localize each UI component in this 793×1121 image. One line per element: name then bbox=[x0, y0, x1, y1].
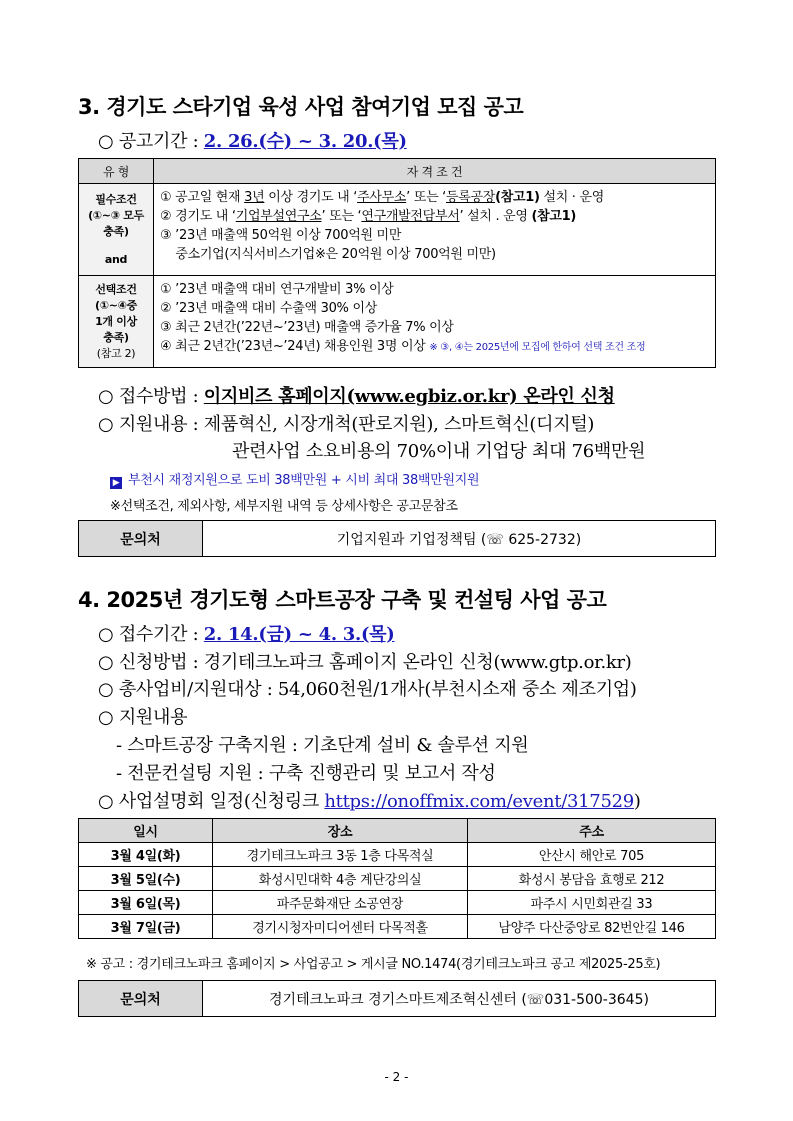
contact-value: 경기테크노파크 경기스마트제조혁신센터 (☏031-500-3645) bbox=[269, 991, 649, 1008]
section3-title: 3. 경기도 스타기업 육성 사업 참여기업 모집 공고 bbox=[78, 95, 524, 119]
required-line-3: ③ ’23년 매출액 50억원 이상 700억원 미만 bbox=[160, 228, 402, 243]
page-number: - 2 - bbox=[384, 1070, 409, 1084]
and-label: and bbox=[104, 252, 128, 266]
content-item-2: - 전문컨설팅 지원 : 구축 진행관리 및 보고서 작성 bbox=[116, 763, 496, 784]
content-item-1: - 스마트공장 구축지원 : 기초단계 설비 & 솔루션 지원 bbox=[116, 735, 529, 756]
period-label: ○ 접수기간 : bbox=[98, 624, 204, 645]
place-cell: 파주문화재단 소공연장 bbox=[213, 891, 468, 915]
section3-support bbox=[98, 410, 594, 436]
optional-type-line: (참고 2) bbox=[96, 346, 136, 360]
support-label: ○ 지원내용 : bbox=[98, 414, 204, 435]
table-row bbox=[79, 915, 716, 939]
contact-value: 기업지원과 기업정책팀 (☏ 625-2732) bbox=[336, 531, 582, 548]
header-address: 주소 bbox=[468, 819, 716, 843]
briefing-schedule-table bbox=[78, 818, 716, 939]
place-cell: 화성시민대학 4층 계단강의실 bbox=[213, 867, 468, 891]
optional-line-4: ④ 최근 2년간(’23년~’24년) 채용인원 3명 이상 ※ ③, ④는 2025년에 모집에 한하여 선택 조건 조정 bbox=[160, 339, 646, 354]
table-row bbox=[79, 891, 716, 915]
section4-period bbox=[98, 620, 394, 646]
section4-method: ○ 신청방법 : 경기테크노파크 홈페이지 온라인 신청(www.gtp.or.kr) bbox=[98, 652, 632, 673]
required-type-line: (①~③ 모두 bbox=[88, 208, 144, 222]
required-line-1: ① 공고일 현재 3년 이상 경기도 내 ‘주사무소’ 또는 ‘등록공장(참고1) 설치 · 운영 bbox=[160, 190, 604, 205]
date-cell: 3월 6일(목) bbox=[79, 891, 213, 915]
optional-line-3: ③ 최근 2년간(’22년~’23년) 매출액 증가율 7% 이상 bbox=[160, 320, 454, 335]
date-cell: 3월 5일(수) bbox=[79, 867, 213, 891]
period-value: 2. 26.(수) ~ 3. 20.(목) bbox=[203, 131, 407, 152]
required-type-line: 필수조건 bbox=[95, 192, 137, 206]
apply-value: 이지비즈 홈페이지(www.egbiz.or.kr) 온라인 신청 bbox=[203, 386, 615, 407]
required-conditions bbox=[154, 184, 716, 276]
header-type: 유 형 bbox=[79, 159, 154, 184]
support-line-1: 제품혁신, 시장개척(판로지원), 스마트혁신(디지털) bbox=[203, 414, 595, 435]
briefing-label: ○ 사업설명회 일정(신청링크 bbox=[98, 791, 325, 812]
section4-content-label: ○ 지원내용 bbox=[98, 707, 188, 728]
optional-note: ※ ③, ④는 2025년에 모집에 한하여 선택 조건 조정 bbox=[429, 342, 646, 353]
optional-line-2: ② ’23년 매출액 대비 수출액 30% 이상 bbox=[160, 301, 377, 316]
section3-contact bbox=[78, 520, 716, 557]
eligibility-table bbox=[78, 158, 716, 368]
briefing-close: ) bbox=[633, 791, 641, 812]
header-condition: 자 격 조 건 bbox=[154, 159, 716, 184]
place-cell: 경기시청자미디어센터 다목적홀 bbox=[213, 915, 468, 939]
section4-contact bbox=[78, 980, 716, 1017]
contact-label: 문의처 bbox=[79, 521, 203, 556]
header-date: 일시 bbox=[79, 819, 213, 843]
table-row bbox=[79, 843, 716, 867]
support-line-2: 관련사업 소요비용의 70%이내 기업당 최대 76백만원 bbox=[232, 441, 646, 462]
table-row bbox=[79, 867, 716, 891]
required-type-cell bbox=[79, 184, 154, 276]
section4-title: 4. 2025년 경기도형 스마트공장 구축 및 컨설팅 사업 공고 bbox=[78, 588, 607, 612]
address-cell: 파주시 시민회관길 33 bbox=[468, 891, 716, 915]
optional-type-cell bbox=[79, 276, 154, 368]
section4-briefing bbox=[98, 787, 641, 813]
optional-type-line: (①~④중 bbox=[95, 298, 137, 312]
address-cell: 안산시 해안로 705 bbox=[468, 843, 716, 867]
briefing-link[interactable]: https://onoffmix.com/event/317529 bbox=[324, 791, 634, 812]
section4-budget: ○ 총사업비/지원대상 : 54,060천원/1개사(부천시소재 중소 제조기업) bbox=[98, 679, 637, 700]
period-label: ○ 공고기간 : bbox=[98, 131, 204, 152]
optional-conditions bbox=[154, 276, 716, 368]
bucheon-note bbox=[110, 469, 479, 489]
optional-line-1: ① ’23년 매출액 대비 연구개발비 3% 이상 bbox=[160, 282, 394, 297]
address-cell: 남양주 다산중앙로 82번안길 146 bbox=[468, 915, 716, 939]
section3-period bbox=[98, 127, 407, 153]
date-cell: 3월 4일(화) bbox=[79, 843, 213, 867]
place-cell: 경기테크노파크 3동 1층 다목적실 bbox=[213, 843, 468, 867]
optional-type-line: 1개 이상 bbox=[95, 314, 137, 328]
period-value: 2. 14.(금) ~ 4. 3.(목) bbox=[203, 624, 395, 645]
required-line-2: ② 경기도 내 ‘기업부설연구소’ 또는 ‘연구개발전담부서’ 설치 . 운영 (참고1) bbox=[160, 209, 577, 224]
date-cell: 3월 7일(금) bbox=[79, 915, 213, 939]
contact-label: 문의처 bbox=[79, 981, 203, 1016]
required-line-4: 중소기업(지식서비스기업※은 20억원 이상 700억원 미만) bbox=[160, 247, 496, 262]
apply-label: ○ 접수방법 : bbox=[98, 386, 204, 407]
bucheon-note-text: 부천시 재정지원으로 도비 38백만원 + 시비 최대 38백만원지원 bbox=[128, 473, 480, 488]
section3-apply bbox=[98, 382, 615, 408]
address-cell: 화성시 봉담읍 효행로 212 bbox=[468, 867, 716, 891]
arrow-right-icon: ▶ bbox=[110, 477, 122, 489]
header-place: 장소 bbox=[213, 819, 468, 843]
required-type-line: 충족) bbox=[103, 224, 129, 238]
optional-type-line: 선택조건 bbox=[95, 282, 137, 296]
reference-note: ※선택조건, 제외사항, 세부지원 내역 등 상세사항은 공고문참조 bbox=[110, 499, 458, 514]
optional-type-line: 충족) bbox=[103, 330, 129, 344]
notice-text: ※ 공고 : 경기테크노파크 홈페이지 > 사업공고 > 게시글 NO.1474(경기테크노파크 공고 제2025-25호) bbox=[86, 957, 661, 972]
